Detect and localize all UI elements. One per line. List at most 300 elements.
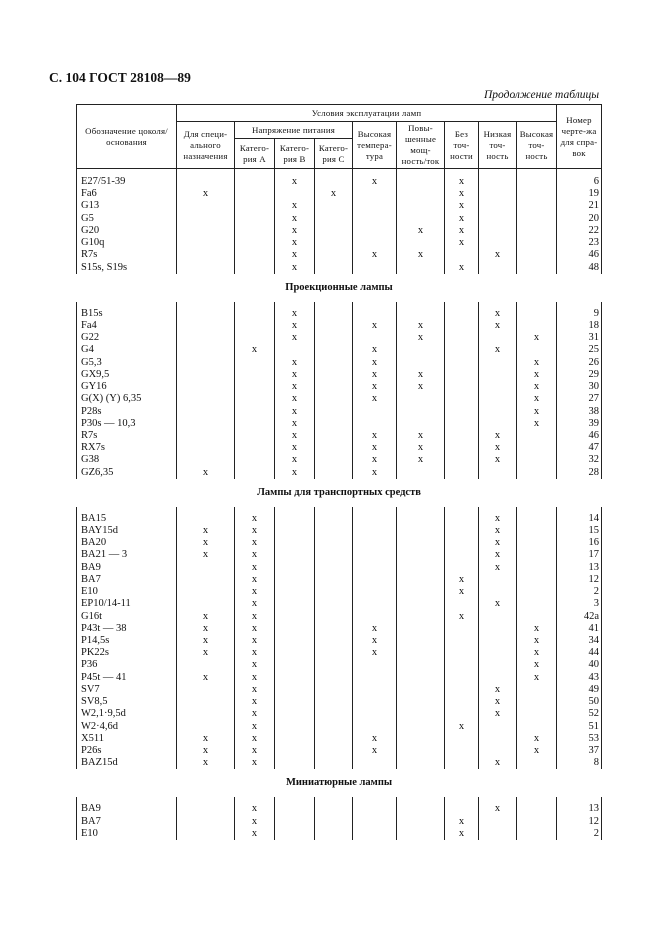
mark-cell — [517, 525, 557, 537]
mark-cell — [315, 696, 353, 708]
mark-cell: x — [517, 381, 557, 393]
mark-cell — [177, 176, 235, 188]
mark-cell: x — [397, 320, 445, 332]
mark-cell — [397, 647, 445, 659]
sheet-number-cell: 34 — [557, 635, 602, 647]
mark-cell — [397, 262, 445, 274]
mark-cell: x — [275, 200, 315, 212]
mark-cell — [315, 262, 353, 274]
mark-cell — [315, 213, 353, 225]
mark-cell: x — [353, 647, 397, 659]
mark-cell: x — [517, 733, 557, 745]
mark-cell: x — [177, 733, 235, 745]
mark-cell: x — [275, 262, 315, 274]
mark-cell: x — [353, 454, 397, 466]
spacer-cell — [275, 169, 315, 177]
mark-cell — [177, 381, 235, 393]
mark-cell: x — [177, 672, 235, 684]
sheet-number-cell: 39 — [557, 418, 602, 430]
mark-cell — [517, 537, 557, 549]
table-row — [77, 684, 602, 696]
mark-cell: x — [177, 467, 235, 479]
mark-cell: x — [235, 549, 275, 561]
spacer-cell — [353, 169, 397, 177]
mark-cell: x — [235, 344, 275, 356]
mark-cell — [517, 816, 557, 828]
mark-cell — [353, 537, 397, 549]
designation-cell: P28s — [77, 406, 177, 418]
mark-cell: x — [235, 537, 275, 549]
mark-cell — [315, 418, 353, 430]
mark-cell: x — [235, 623, 275, 635]
mark-cell — [315, 525, 353, 537]
mark-cell: x — [517, 369, 557, 381]
mark-cell: x — [397, 430, 445, 442]
table-row — [77, 467, 602, 479]
mark-cell — [479, 406, 517, 418]
mark-cell: x — [517, 672, 557, 684]
mark-cell — [315, 684, 353, 696]
sheet-number-cell: 19 — [557, 188, 602, 200]
mark-cell — [479, 418, 517, 430]
mark-cell: x — [177, 525, 235, 537]
table-row — [77, 442, 602, 454]
mark-cell — [235, 332, 275, 344]
mark-cell — [397, 513, 445, 525]
mark-cell — [177, 696, 235, 708]
mark-cell: x — [479, 320, 517, 332]
mark-cell — [479, 659, 517, 671]
mark-cell — [479, 816, 517, 828]
mark-cell — [177, 598, 235, 610]
mark-cell: x — [479, 344, 517, 356]
mark-cell: x — [235, 696, 275, 708]
mark-cell — [517, 344, 557, 356]
mark-cell — [445, 745, 479, 757]
sheet-number-cell: 49 — [557, 684, 602, 696]
table-row — [77, 672, 602, 684]
mark-cell — [315, 672, 353, 684]
mark-cell — [397, 537, 445, 549]
designation-cell: SV7 — [77, 684, 177, 696]
mark-cell — [445, 623, 479, 635]
table-row — [77, 696, 602, 708]
mark-cell — [315, 549, 353, 561]
sheet-number-cell: 8 — [557, 757, 602, 769]
mark-cell: x — [275, 381, 315, 393]
designation-cell: BA21 — 3 — [77, 549, 177, 561]
mark-cell — [275, 513, 315, 525]
mark-cell: x — [235, 803, 275, 815]
sheet-number-cell: 12 — [557, 574, 602, 586]
mark-cell — [479, 647, 517, 659]
header-sheet-number: Номер черте-жа для спра-вок — [557, 105, 602, 169]
mark-cell — [445, 537, 479, 549]
table-continuation-note: Продолжение таблицы — [483, 89, 599, 101]
designation-cell: P36 — [77, 659, 177, 671]
table-row — [77, 708, 602, 720]
table-row — [77, 344, 602, 356]
mark-cell — [315, 574, 353, 586]
mark-cell — [517, 213, 557, 225]
mark-cell — [315, 237, 353, 249]
mark-cell — [177, 225, 235, 237]
mark-cell: x — [479, 757, 517, 769]
mark-cell — [445, 332, 479, 344]
designation-cell: W2,1·9,5d — [77, 708, 177, 720]
mark-cell: x — [235, 659, 275, 671]
mark-cell — [275, 344, 315, 356]
sheet-number-cell: 13 — [557, 562, 602, 574]
mark-cell: x — [177, 647, 235, 659]
mark-cell: x — [353, 430, 397, 442]
mark-cell — [315, 537, 353, 549]
mark-cell — [479, 213, 517, 225]
mark-cell: x — [479, 803, 517, 815]
mark-cell — [397, 525, 445, 537]
mark-cell: x — [275, 237, 315, 249]
mark-cell — [177, 442, 235, 454]
mark-cell — [275, 696, 315, 708]
spacer-cell — [479, 169, 517, 177]
sheet-number-cell: 26 — [557, 357, 602, 369]
table-body — [77, 169, 602, 841]
mark-cell — [397, 418, 445, 430]
mark-cell: x — [275, 308, 315, 320]
section-heading-row — [77, 274, 602, 302]
mark-cell: x — [479, 562, 517, 574]
mark-cell — [479, 623, 517, 635]
mark-cell — [517, 562, 557, 574]
mark-cell — [517, 249, 557, 261]
sheet-number-cell: 41 — [557, 623, 602, 635]
mark-cell: x — [275, 176, 315, 188]
mark-cell — [445, 320, 479, 332]
mark-cell — [445, 357, 479, 369]
mark-cell — [275, 647, 315, 659]
designation-cell: E27/51-39 — [77, 176, 177, 188]
mark-cell — [315, 708, 353, 720]
mark-cell: x — [353, 176, 397, 188]
mark-cell — [517, 225, 557, 237]
mark-cell — [235, 213, 275, 225]
table-row — [77, 188, 602, 200]
mark-cell — [445, 442, 479, 454]
mark-cell: x — [235, 757, 275, 769]
mark-cell — [315, 647, 353, 659]
designation-cell: S15s, S19s — [77, 262, 177, 274]
mark-cell: x — [445, 262, 479, 274]
mark-cell — [235, 308, 275, 320]
mark-cell — [177, 828, 235, 840]
mark-cell: x — [397, 249, 445, 261]
table-row — [77, 757, 602, 769]
mark-cell — [177, 357, 235, 369]
mark-cell — [353, 225, 397, 237]
table-row — [77, 537, 602, 549]
header-supply-voltage: Напряжение питания — [235, 122, 353, 139]
sheet-number-cell: 46 — [557, 430, 602, 442]
section-title: Миниатюрные лампы — [285, 777, 393, 789]
sheet-number-cell: 47 — [557, 442, 602, 454]
mark-cell: x — [517, 418, 557, 430]
spacer-cell — [517, 169, 557, 177]
spacer-cell — [235, 169, 275, 177]
mark-cell: x — [353, 344, 397, 356]
mark-cell — [517, 684, 557, 696]
mark-cell — [517, 237, 557, 249]
mark-cell — [275, 757, 315, 769]
sheet-number-cell: 27 — [557, 393, 602, 405]
mark-cell — [397, 672, 445, 684]
mark-cell — [315, 176, 353, 188]
mark-cell — [315, 623, 353, 635]
mark-cell: x — [517, 332, 557, 344]
header-no-precision: Без точ-ности — [445, 122, 479, 169]
table-row — [77, 659, 602, 671]
mark-cell — [445, 647, 479, 659]
mark-cell — [235, 430, 275, 442]
mark-cell: x — [353, 381, 397, 393]
mark-cell: x — [517, 635, 557, 647]
sheet-number-cell: 2 — [557, 828, 602, 840]
mark-cell — [445, 803, 479, 815]
designation-cell: EP10/14-11 — [77, 598, 177, 610]
table-row — [77, 176, 602, 188]
section-heading-row — [77, 479, 602, 507]
mark-cell — [445, 369, 479, 381]
mark-cell — [445, 733, 479, 745]
mark-cell — [517, 696, 557, 708]
mark-cell — [177, 684, 235, 696]
table-row — [77, 357, 602, 369]
mark-cell — [353, 684, 397, 696]
mark-cell — [315, 344, 353, 356]
sheet-number-cell: 32 — [557, 454, 602, 466]
mark-cell — [397, 562, 445, 574]
designation-cell: G(X) (Y) 6,35 — [77, 393, 177, 405]
mark-cell — [315, 513, 353, 525]
spacer-cell — [397, 169, 445, 177]
mark-cell — [235, 320, 275, 332]
mark-cell — [445, 418, 479, 430]
mark-cell — [315, 454, 353, 466]
mark-cell — [177, 249, 235, 261]
mark-cell — [445, 659, 479, 671]
mark-cell: x — [235, 525, 275, 537]
sheet-number-cell: 12 — [557, 816, 602, 828]
mark-cell: x — [235, 816, 275, 828]
mark-cell — [353, 611, 397, 623]
table-row — [77, 225, 602, 237]
mark-cell — [353, 672, 397, 684]
sheet-number-cell: 2 — [557, 586, 602, 598]
table-row — [77, 549, 602, 561]
table-row — [77, 525, 602, 537]
table-row — [77, 598, 602, 610]
designation-cell: E10 — [77, 828, 177, 840]
mark-cell — [315, 406, 353, 418]
mark-cell: x — [479, 708, 517, 720]
mark-cell — [397, 708, 445, 720]
mark-cell — [315, 635, 353, 647]
mark-cell: x — [397, 454, 445, 466]
mark-cell: x — [235, 574, 275, 586]
table-row — [77, 430, 602, 442]
mark-cell — [479, 369, 517, 381]
mark-cell: x — [517, 647, 557, 659]
designation-cell: B15s — [77, 308, 177, 320]
mark-cell — [177, 803, 235, 815]
sheet-number-cell: 42a — [557, 611, 602, 623]
mark-cell — [353, 757, 397, 769]
table-row — [77, 369, 602, 381]
spacer-cell — [315, 169, 353, 177]
mark-cell — [235, 467, 275, 479]
sheet-number-cell: 28 — [557, 467, 602, 479]
mark-cell: x — [517, 357, 557, 369]
mark-cell: x — [517, 659, 557, 671]
mark-cell — [397, 598, 445, 610]
mark-cell — [479, 332, 517, 344]
mark-cell — [315, 733, 353, 745]
designation-cell: W2·4,6d — [77, 721, 177, 733]
mark-cell: x — [353, 442, 397, 454]
mark-cell — [275, 745, 315, 757]
section-title: Лампы для транспортных средств — [257, 486, 421, 498]
sheet-number-cell: 37 — [557, 745, 602, 757]
mark-cell — [235, 225, 275, 237]
mark-cell — [275, 803, 315, 815]
designation-cell: SV8,5 — [77, 696, 177, 708]
spacer-cell — [177, 169, 235, 177]
sheet-number-cell: 6 — [557, 176, 602, 188]
table-row — [77, 308, 602, 320]
mark-cell: x — [397, 225, 445, 237]
mark-cell: x — [177, 757, 235, 769]
table-row — [77, 562, 602, 574]
mark-cell — [479, 393, 517, 405]
mark-cell — [235, 262, 275, 274]
mark-cell: x — [177, 623, 235, 635]
mark-cell — [479, 237, 517, 249]
mark-cell: x — [479, 442, 517, 454]
table-row — [77, 418, 602, 430]
mark-cell — [479, 262, 517, 274]
mark-cell — [353, 237, 397, 249]
mark-cell — [445, 525, 479, 537]
sheet-number-cell: 20 — [557, 213, 602, 225]
sheet-number-cell: 46 — [557, 249, 602, 261]
mark-cell — [479, 672, 517, 684]
mark-cell — [517, 320, 557, 332]
designation-cell: G22 — [77, 332, 177, 344]
mark-cell — [517, 454, 557, 466]
mark-cell — [353, 525, 397, 537]
mark-cell — [479, 467, 517, 479]
mark-cell — [235, 249, 275, 261]
mark-cell: x — [235, 513, 275, 525]
mark-cell: x — [479, 684, 517, 696]
mark-cell — [397, 188, 445, 200]
mark-cell — [177, 430, 235, 442]
mark-cell — [235, 357, 275, 369]
mark-cell: x — [353, 249, 397, 261]
mark-cell — [397, 721, 445, 733]
mark-cell — [235, 406, 275, 418]
mark-cell: x — [397, 381, 445, 393]
mark-cell: x — [353, 357, 397, 369]
mark-cell: x — [275, 393, 315, 405]
mark-cell — [517, 513, 557, 525]
mark-cell: x — [353, 733, 397, 745]
mark-cell — [517, 574, 557, 586]
mark-cell: x — [275, 225, 315, 237]
mark-cell: x — [275, 357, 315, 369]
mark-cell — [445, 549, 479, 561]
mark-cell — [315, 200, 353, 212]
mark-cell: x — [275, 406, 315, 418]
sheet-number-cell: 48 — [557, 262, 602, 274]
mark-cell — [275, 623, 315, 635]
mark-cell: x — [445, 611, 479, 623]
mark-cell — [517, 200, 557, 212]
header-high-power: Повы-шенные мощ-ность/ток — [397, 122, 445, 169]
mark-cell: x — [517, 623, 557, 635]
mark-cell — [517, 308, 557, 320]
mark-cell: x — [353, 369, 397, 381]
mark-cell — [517, 442, 557, 454]
mark-cell — [353, 262, 397, 274]
table-row — [77, 647, 602, 659]
mark-cell: x — [235, 611, 275, 623]
mark-cell: x — [353, 467, 397, 479]
mark-cell — [397, 549, 445, 561]
mark-cell: x — [275, 442, 315, 454]
mark-cell — [479, 357, 517, 369]
mark-cell — [315, 721, 353, 733]
mark-cell — [235, 442, 275, 454]
mark-cell — [353, 308, 397, 320]
sheet-number-cell: 38 — [557, 406, 602, 418]
designation-cell: G10q — [77, 237, 177, 249]
mark-cell — [275, 721, 315, 733]
mark-cell: x — [275, 454, 315, 466]
mark-cell — [479, 381, 517, 393]
mark-cell — [275, 816, 315, 828]
mark-cell: x — [445, 176, 479, 188]
mark-cell: x — [445, 188, 479, 200]
mark-cell — [353, 188, 397, 200]
mark-cell — [397, 308, 445, 320]
designation-cell: GX9,5 — [77, 369, 177, 381]
mark-cell: x — [445, 721, 479, 733]
header-category-a: Катего-рия А — [235, 139, 275, 169]
mark-cell — [275, 659, 315, 671]
designation-cell: BA9 — [77, 803, 177, 815]
table-row — [77, 745, 602, 757]
mark-cell: x — [397, 369, 445, 381]
mark-cell: x — [177, 745, 235, 757]
mark-cell: x — [445, 816, 479, 828]
mark-cell — [479, 176, 517, 188]
mark-cell — [397, 659, 445, 671]
mark-cell — [397, 635, 445, 647]
mark-cell — [397, 467, 445, 479]
mark-cell: x — [397, 332, 445, 344]
mark-cell — [397, 816, 445, 828]
mark-cell — [397, 828, 445, 840]
